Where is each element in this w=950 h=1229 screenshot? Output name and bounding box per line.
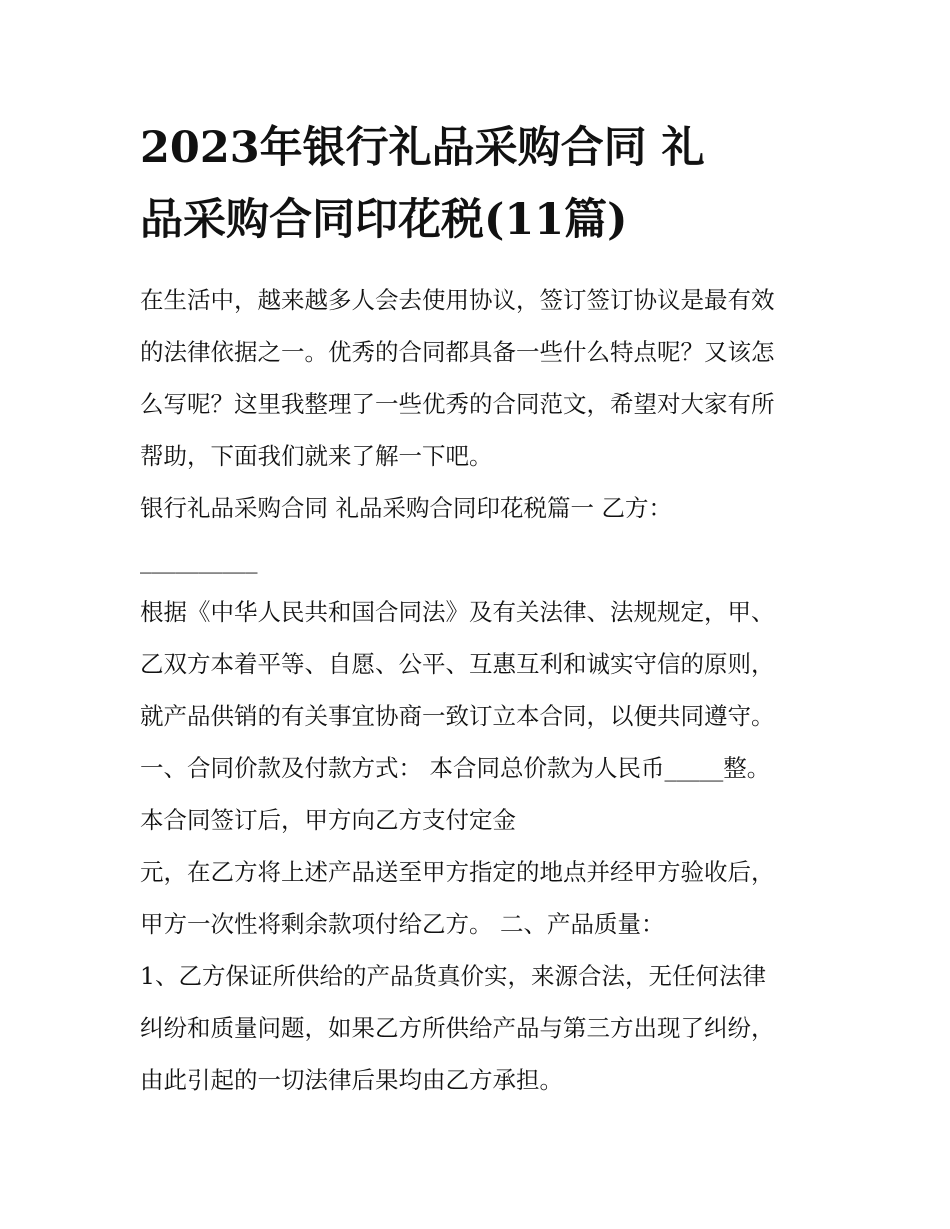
body-line: 帮助，下面我们就来了解一下吧。 xyxy=(140,442,493,470)
title-line: 品采购合同印花税(11篇) xyxy=(140,195,628,245)
title-line: 2023年银行礼品采购合同 礼 xyxy=(140,123,705,173)
body-line: 根据《中华人民共和国合同法》及有关法律、法规规定，甲、 xyxy=(140,598,775,626)
body-line: 元，在乙方将上述产品送至甲方指定的地点并经甲方验收后， xyxy=(140,858,775,886)
body-line: 纠纷和质量问题，如果乙方所供给产品与第三方出现了纠纷， xyxy=(140,1014,775,1042)
body-line: 么写呢？这里我整理了一些优秀的合同范文，希望对大家有所 xyxy=(140,390,775,418)
signature-blank-line: __________ xyxy=(140,546,258,574)
body-line: 乙双方本着平等、自愿、公平、互惠互利和诚实守信的原则， xyxy=(140,650,775,678)
body-line: 由此引起的一切法律后果均由乙方承担。 xyxy=(140,1066,563,1094)
body-line: 就产品供销的有关事宜协商一致订立本合同，以便共同遵守。 xyxy=(140,702,775,730)
body-line: 在生活中，越来越多人会去使用协议，签订签订协议是最有效 xyxy=(140,286,775,314)
body-line: 银行礼品采购合同 礼品采购合同印花税篇一 乙方： xyxy=(140,494,672,522)
body-line: 本合同签订后，甲方向乙方支付定金 xyxy=(140,806,516,834)
body-line: 一、合同价款及付款方式： 本合同总价款为人民币_____整。 xyxy=(140,754,771,782)
body-line: 1、乙方保证所供给的产品货真价实，来源合法，无任何法律 xyxy=(140,962,766,990)
body-line: 甲方一次性将剩余款项付给乙方。 二、产品质量： xyxy=(140,910,665,938)
body-line: 的法律依据之一。优秀的合同都具备一些什么特点呢？又该怎 xyxy=(140,338,775,366)
document-body xyxy=(140,274,830,1106)
document-title xyxy=(140,112,840,256)
